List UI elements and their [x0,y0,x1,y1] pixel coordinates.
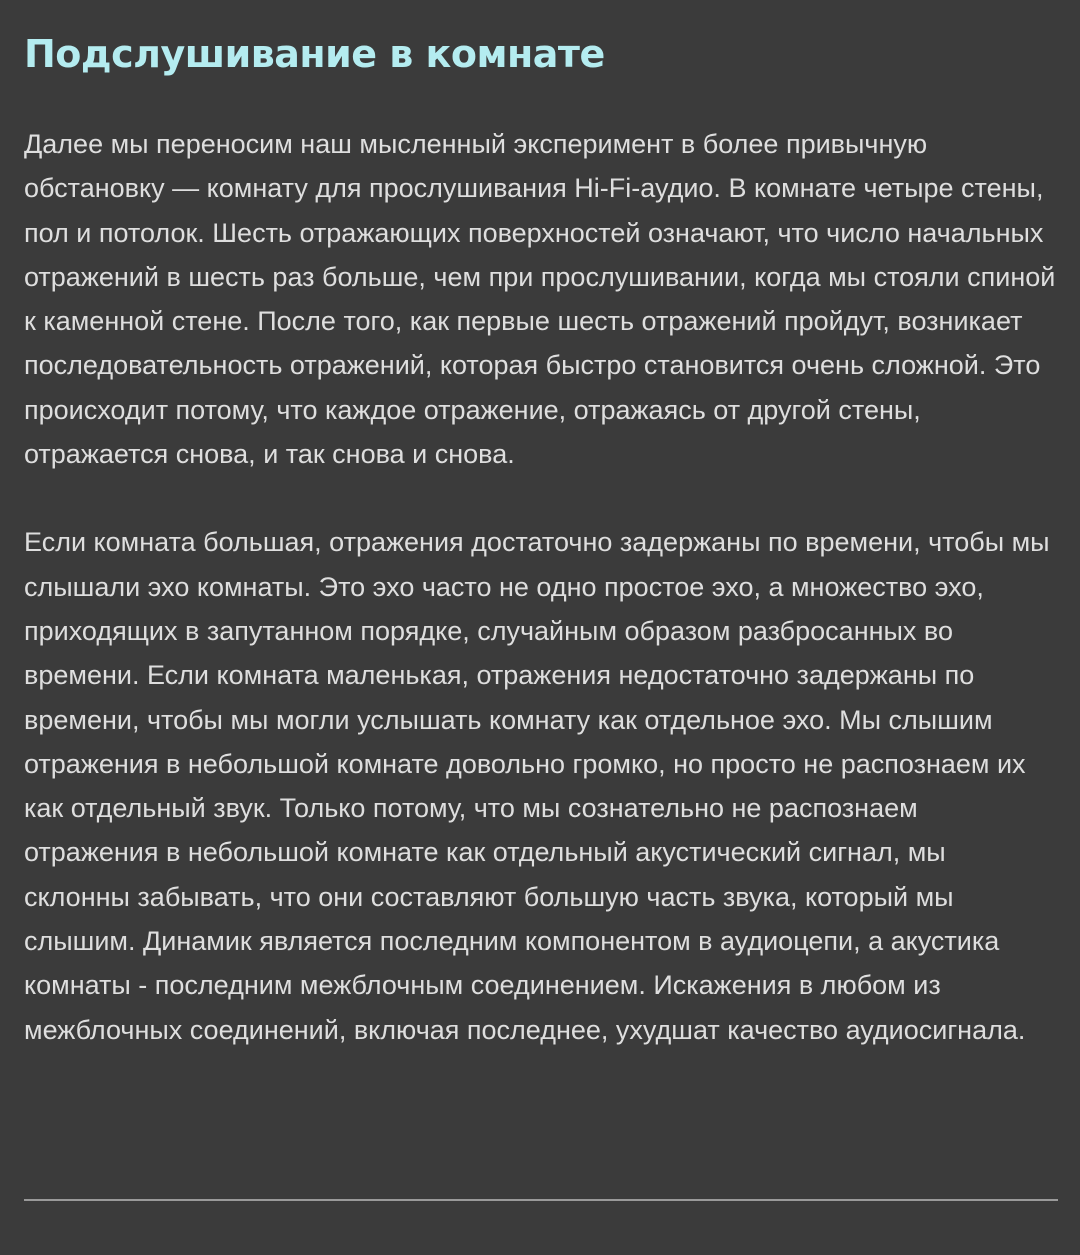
article-paragraph-1: Далее мы переносим наш мысленный эксперимент в более привычную обстановку — комнату для прослушивания Hi-Fi-аудио. В комнате четыре стены, пол и потолок. Шесть отражающих поверхностей означают, что число начальных отражений в шесть раз больше, чем при прослушивании, когда мы стояли спиной к каменной стене. После того, как первые шесть отражений пройдут, возникает последовательность отражений, которая быстро становится очень сложной. Это происходит потому, что каждое отражение, отражаясь от другой стены, отражается снова, и так снова и снова. [24,129,1056,470]
section-divider [24,1199,1058,1201]
article-title: Подслушивание в комнате [24,32,605,76]
article-paragraph-2: Если комната большая, отражения достаточно задержаны по времени, чтобы мы слышали эхо комнаты. Это эхо часто не одно простое эхо, а множество эхо, приходящих в запутанном порядке, случайным образом разбросанных во времени. Если комната маленькая, отражения недостаточно задержаны по времени, чтобы мы могли услышать комнату как отдельное эхо. Мы слышим отражения в небольшой комнате довольно громко, но просто не распознаем их как отдельный звук. Только потому, что мы сознательно не распознаем отражения в небольшой комнате как отдельный акустический сигнал, мы склонны забывать, что они составляют большую часть звука, который мы слышим. Динамик является последним компонентом в аудиоцепи, а акустика комнаты - последним межблочным соединением. Искажения в любом из межблочных соединений, включая последнее, ухудшат качество аудиосигнала. [24,527,1050,1045]
